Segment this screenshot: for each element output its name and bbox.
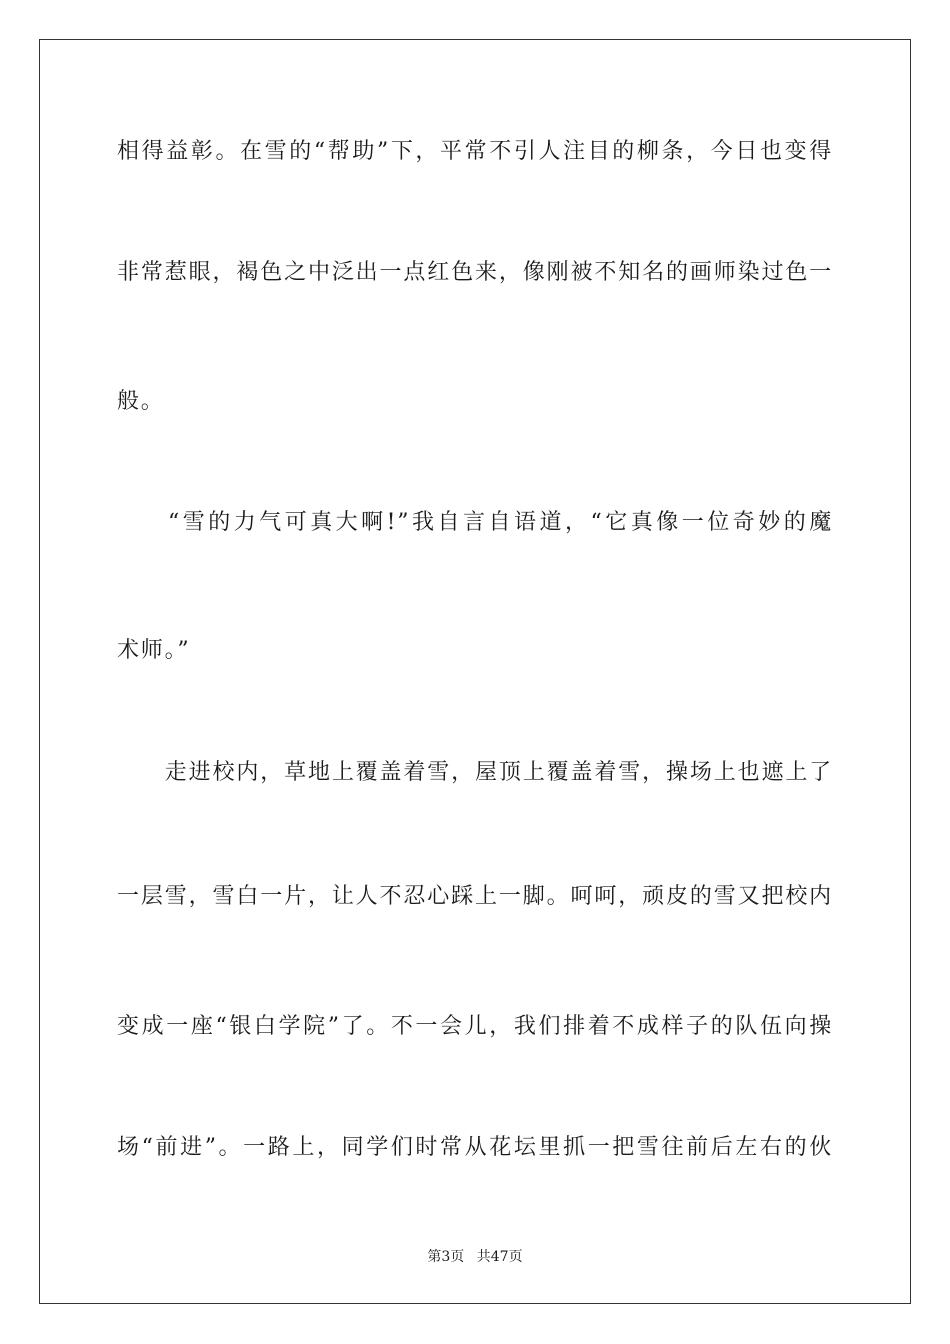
text-line: 一层雪，雪白一片，让人不忍心踩上一脚。呵呵，顽皮的雪又把校内: [117, 884, 833, 909]
text-line: 场“前进”。一路上，同学们时常从花坛里抓一把雪往前后左右的伙: [117, 1135, 833, 1160]
text-line: 般。: [117, 389, 165, 414]
text-line: 相得益彰。在雪的“帮助”下，平常不引人注目的柳条，今日也变得: [117, 139, 833, 164]
text-line: 术师。”: [117, 638, 191, 663]
page-border: [39, 39, 911, 1304]
current-page-label: 第3页: [427, 1249, 465, 1265]
text-line: 变成一座“银白学院”了。不一会儿，我们排着不成样子的队伍向操: [117, 1014, 833, 1039]
total-pages-label: 共47页: [476, 1249, 523, 1265]
text-line: 走进校内，草地上覆盖着雪，屋顶上覆盖着雪，操场上也遮上了: [117, 760, 833, 785]
text-line: 非常惹眼，褐色之中泛出一点红色来，像刚被不知名的画师染过色一: [117, 260, 833, 285]
page-footer: [0, 1248, 950, 1266]
text-line: “雪的力气可真大啊!”我自言自语道，“它真像一位奇妙的魔: [117, 510, 833, 535]
